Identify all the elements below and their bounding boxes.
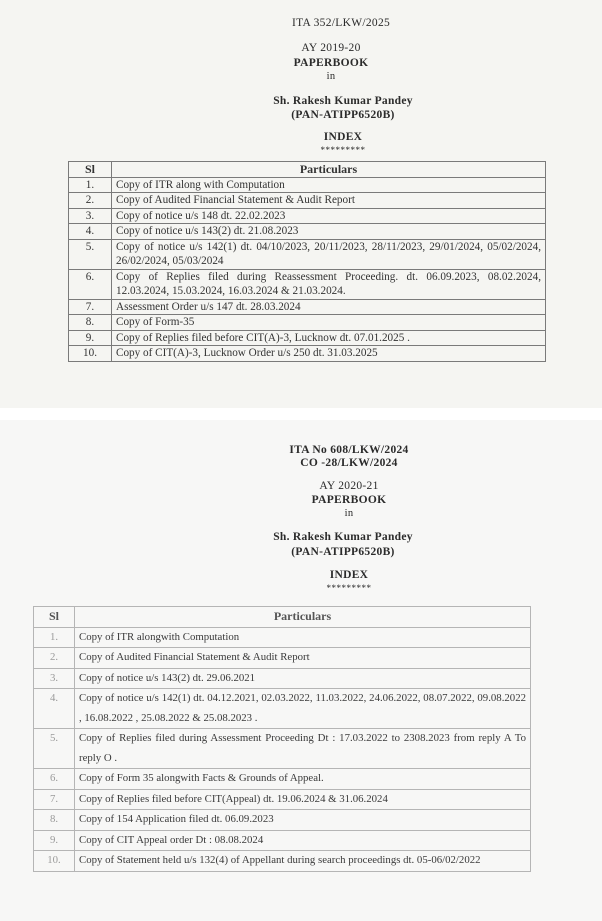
row-serial-number: 8. [34, 810, 75, 831]
row-serial-number: 1. [69, 177, 112, 193]
row-particulars: Copy of notice u/s 148 dt. 22.02.2023 [112, 208, 546, 224]
in-text: in [326, 71, 336, 82]
stars-divider: ********* [320, 145, 366, 155]
table-row [69, 330, 546, 346]
row-particulars: Copy of 154 Application filed dt. 06.09.2023 [75, 810, 531, 831]
paperbook-title: PAPERBOOK [293, 57, 369, 69]
index-heading: INDEX [329, 569, 369, 581]
table-row [34, 627, 531, 648]
row-serial-number: 6. [34, 769, 75, 790]
row-particulars: Copy of Replies filed before CIT(Appeal) dt. 19.06.2024 & 31.06.2024 [75, 789, 531, 810]
table-row [34, 689, 531, 729]
assessment-year: AY 2020-21 [319, 480, 379, 492]
column-header-sl: Sl [34, 607, 75, 628]
table-row [69, 269, 546, 299]
index-table [68, 161, 546, 362]
row-particulars: Copy of notice u/s 142(1) dt. 04.12.2021, 02.03.2022, 11.03.2022, 24.06.2022, 08.07.2022, 09.08.2022 , 16.08.2022 , 25.08.2022 & 25.08.2023 . [75, 689, 531, 729]
row-particulars: Copy of Form 35 alongwith Facts & Grounds of Appeal. [75, 769, 531, 790]
row-serial-number: 9. [69, 330, 112, 346]
row-serial-number: 9. [34, 830, 75, 851]
row-serial-number: 4. [69, 224, 112, 240]
row-serial-number: 4. [34, 689, 75, 729]
table-header-row [69, 162, 546, 178]
table-row [69, 299, 546, 315]
row-particulars: Copy of ITR along with Computation [112, 177, 546, 193]
row-serial-number: 2. [34, 648, 75, 669]
row-particulars: Copy of Replies filed before CIT(A)-3, Lucknow dt. 07.01.2025 . [112, 330, 546, 346]
table-row [34, 648, 531, 669]
row-serial-number: 5. [34, 729, 75, 769]
row-particulars: Copy of notice u/s 142(1) dt. 04/10/2023, 20/11/2023, 28/11/2023, 29/01/2024, 05/02/2024, 26/02/2024, 05/03/2024 [112, 239, 546, 269]
table-row [69, 193, 546, 209]
table-row [34, 729, 531, 769]
row-particulars: Copy of CIT(A)-3, Lucknow Order u/s 250 dt. 31.03.2025 [112, 346, 546, 362]
table-row [34, 830, 531, 851]
table-row [69, 224, 546, 240]
table-row [69, 239, 546, 269]
row-particulars: Copy of ITR alongwith Computation [75, 627, 531, 648]
stars-divider: ********* [326, 583, 372, 593]
table-row [34, 810, 531, 831]
assessee-name: Sh. Rakesh Kumar Pandey [273, 95, 413, 107]
table-row [69, 208, 546, 224]
table-row [69, 346, 546, 362]
assessee-pan: (PAN-ATIPP6520B) [291, 109, 395, 121]
row-particulars: Copy of Statement held u/s 132(4) of Appellant during search proceedings dt. 05-06/02/2022 [75, 851, 531, 872]
row-serial-number: 10. [34, 851, 75, 872]
row-serial-number: 8. [69, 315, 112, 331]
assessee-pan: (PAN-ATIPP6520B) [291, 546, 395, 558]
table-row [34, 769, 531, 790]
table-row [34, 851, 531, 872]
cross-objection-number: CO -28/LKW/2024 [300, 457, 398, 469]
row-particulars: Copy of Audited Financial Statement & Audit Report [112, 193, 546, 209]
row-serial-number: 7. [69, 299, 112, 315]
row-particulars: Copy of notice u/s 143(2) dt. 29.06.2021 [75, 668, 531, 689]
row-serial-number: 3. [69, 208, 112, 224]
row-particulars: Copy of Audited Financial Statement & Audit Report [75, 648, 531, 669]
row-particulars: Copy of notice u/s 143(2) dt. 21.08.2023 [112, 224, 546, 240]
column-header-particulars: Particulars [75, 607, 531, 628]
assessee-name: Sh. Rakesh Kumar Pandey [273, 531, 413, 543]
index-heading: INDEX [323, 131, 363, 143]
table-row [69, 177, 546, 193]
row-particulars: Copy of CIT Appeal order Dt : 08.08.2024 [75, 830, 531, 851]
row-particulars: Copy of Form-35 [112, 315, 546, 331]
appeal-number: ITA No 608/LKW/2024 [289, 444, 409, 456]
assessment-year: AY 2019-20 [301, 42, 361, 54]
column-header-particulars: Particulars [112, 162, 546, 178]
table-row [69, 315, 546, 331]
row-serial-number: 7. [34, 789, 75, 810]
paperbook-page-ay-2019-20 [0, 0, 602, 408]
row-particulars: Assessment Order u/s 147 dt. 28.03.2024 [112, 299, 546, 315]
row-serial-number: 1. [34, 627, 75, 648]
row-serial-number: 2. [69, 193, 112, 209]
row-serial-number: 10. [69, 346, 112, 362]
in-text: in [344, 508, 354, 519]
row-serial-number: 6. [69, 269, 112, 299]
appeal-number: ITA 352/LKW/2025 [291, 17, 391, 29]
row-serial-number: 3. [34, 668, 75, 689]
paperbook-title: PAPERBOOK [311, 494, 387, 506]
row-serial-number: 5. [69, 239, 112, 269]
column-header-sl: Sl [69, 162, 112, 178]
table-row [34, 668, 531, 689]
table-row [34, 789, 531, 810]
row-particulars: Copy of Replies filed during Reassessment Proceeding. dt. 06.09.2023, 08.02.2024, 12.03.2024, 15.03.2024, 16.03.2024 & 21.03.2024. [112, 269, 546, 299]
index-table [33, 606, 531, 872]
row-particulars: Copy of Replies filed during Assessment Proceeding Dt : 17.03.2022 to 2308.2023 from reply A To reply O . [75, 729, 531, 769]
table-header-row [34, 607, 531, 628]
